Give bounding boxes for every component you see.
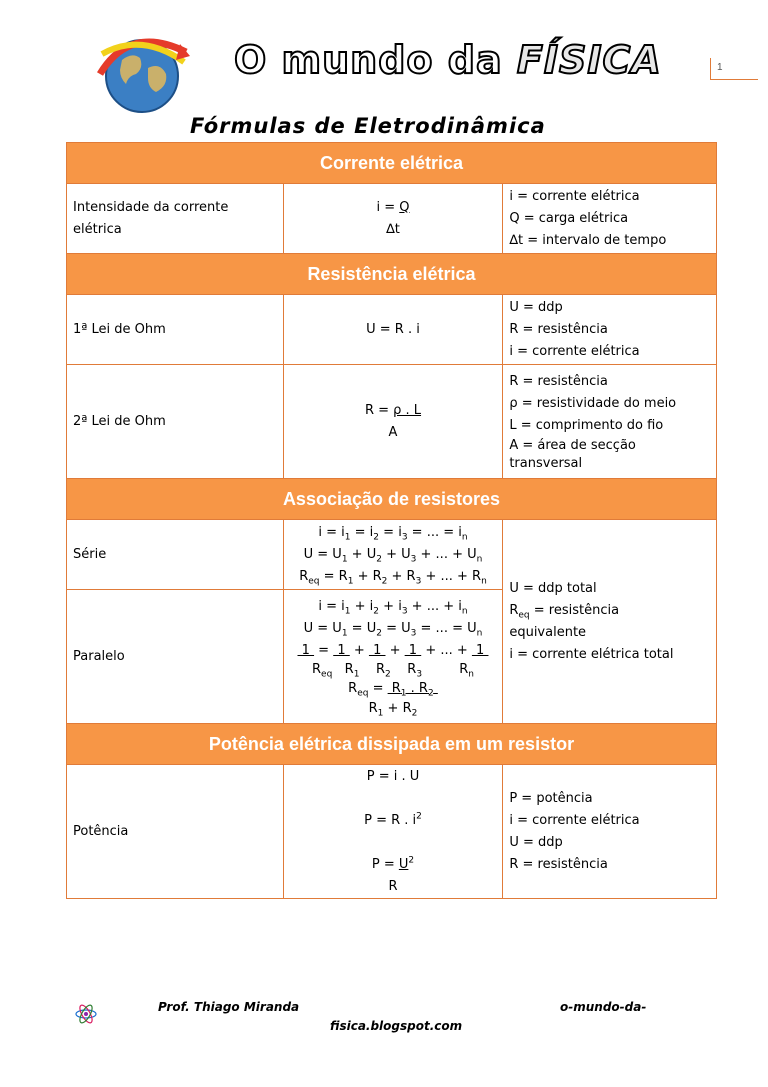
table-row (67, 184, 717, 254)
document-title: Fórmulas de Eletrodinâmica (190, 114, 546, 138)
table-row (67, 765, 717, 899)
section-header-row (67, 724, 717, 765)
row-label-potencia: Potência (67, 765, 284, 899)
globe-logo-icon (96, 24, 192, 120)
row-label-lei1: 1ª Lei de Ohm (67, 295, 284, 365)
defs-potencia: P = potência i = corrente elétrica U = ddp R = resistência (503, 765, 717, 899)
formula-lei1: U = R . i (283, 295, 503, 365)
section-header-resistencia: Resistência elétrica (67, 254, 717, 295)
defs-intensidade: i = corrente elétrica Q = carga elétrica ∆t = intervalo de tempo (503, 184, 717, 254)
formula-lei2: R = ρ . L A (283, 365, 503, 479)
footer-url-part1[interactable]: o-mundo-da- (560, 1000, 647, 1014)
brand-title (234, 38, 662, 82)
section-header-row (67, 254, 717, 295)
section-header-potencia: Potência elétrica dissipada em um resistor (67, 724, 717, 765)
brand-title-part2: FÍSICA (516, 38, 662, 82)
defs-associacao: U = ddp total $R_{eq}$ = resistência equivalente i = corrente elétrica total (503, 520, 717, 724)
table-row (67, 295, 717, 365)
row-label-lei2: 2ª Lei de Ohm (67, 365, 284, 479)
table-row (67, 520, 717, 590)
page-number: 1 (710, 58, 758, 80)
footer-url-part2[interactable]: fisica.blogspot.com (330, 1019, 463, 1033)
formula-table (66, 142, 717, 899)
footer-author: Prof. Thiago Miranda (158, 1000, 300, 1014)
brand-title-part1: O mundo da (234, 38, 517, 82)
row-label-serie: Série (67, 520, 284, 590)
table-row (67, 365, 717, 479)
defs-lei2: R = resistência ρ = resistividade do meio L = comprimento do fio A = área de secção transversal (503, 365, 717, 479)
formula-potencia: P = i . U P = R . $i^2$ $P = U^2$ R (283, 765, 503, 899)
section-header-row (67, 479, 717, 520)
section-header-row (67, 143, 717, 184)
row-label-intensidade: Intensidade da corrente elétrica (67, 184, 284, 254)
row-label-paralelo: Paralelo (67, 590, 284, 724)
section-header-associacao: Associação de resistores (67, 479, 717, 520)
defs-lei1: U = ddp R = resistência i = corrente elétrica (503, 295, 717, 365)
atom-icon (74, 1002, 98, 1026)
formula-intensidade: i = Q ∆t (283, 184, 503, 254)
formula-serie: $i = i_1 = i_2 = i_3$ = ... = $i_n$ $U = U_1 + U_2 + U_3$ + ... + $U_n$ $R_{eq} = R_1 + R_2 + R_3$ + ... + $R_n$ (283, 520, 503, 590)
formula-paralelo: $i = i_1 + i_2 + i_3$ + ... + $i_n$ $U = U_1 = U_2 = U_3$ = ... = $U_n$ 1 = 1 + 1 + 1 + ... + 1 $R_{eq}$ $R_1$ $R_2$ $R_3$ $R_n$ $R_{eq} = R_1$ . $R_2$ $R_1 + R_2$ (283, 590, 503, 724)
section-header-corrente: Corrente elétrica (67, 143, 717, 184)
